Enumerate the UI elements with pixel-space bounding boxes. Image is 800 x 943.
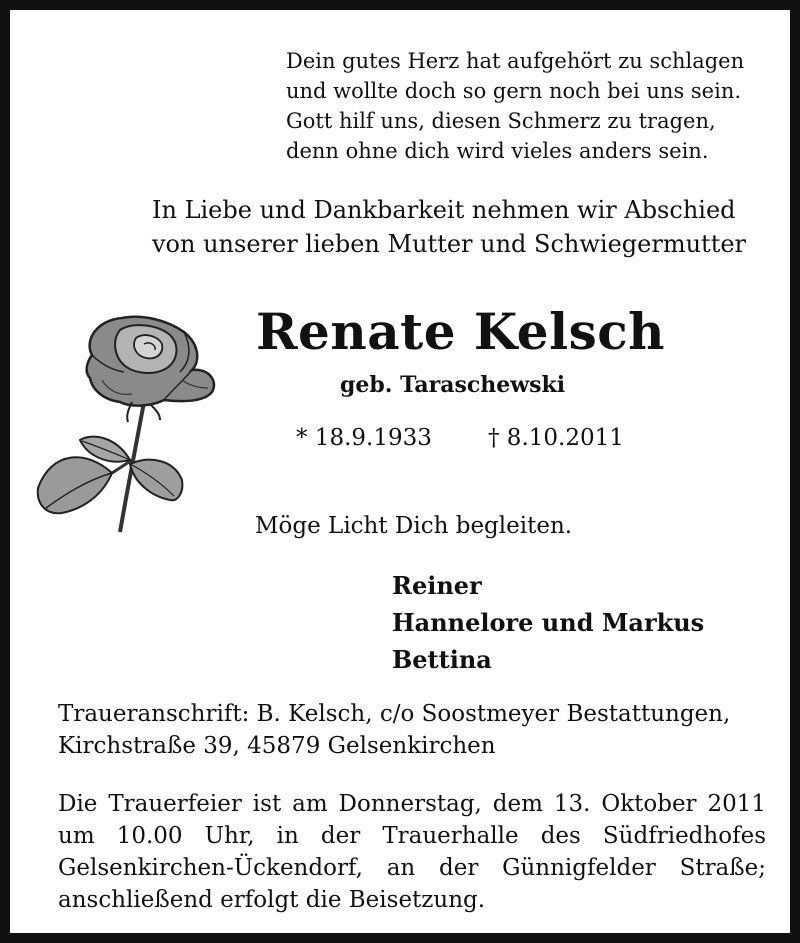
poem-line: und wollte doch so gern noch bei uns sein.	[286, 79, 742, 103]
intro-line: In Liebe und Dankbarkeit nehmen wir Abschied	[152, 196, 736, 224]
death-date: † 8.10.2011	[488, 425, 624, 451]
funeral-service-info	[58, 788, 766, 916]
mourner-name: Hannelore und Markus	[392, 608, 705, 637]
intro-line: von unserer lieben Mutter und Schwiegermutter	[152, 230, 747, 258]
address-line: Kirchstraße 39, 45879 Gelsenkirchen	[58, 733, 496, 759]
poem-line: Gott hilf uns, diesen Schmerz zu tragen,	[286, 109, 716, 133]
mourners-list	[392, 567, 704, 678]
maiden-name: geb. Taraschewski	[340, 372, 566, 398]
poem-line: Dein gutes Herz hat aufgehört zu schlagen	[286, 49, 745, 73]
service-line: um 10.00 Uhr, in der Trauerhalle des Südfriedhofes	[58, 823, 766, 849]
mourning-address	[58, 698, 730, 762]
farewell-wish: Möge Licht Dich begleiten.	[255, 513, 573, 539]
mourner-name: Reiner	[392, 571, 482, 600]
birth-date: * 18.9.1933	[296, 425, 432, 451]
deceased-name: Renate Kelsch	[256, 302, 666, 361]
mourner-name: Bettina	[392, 645, 492, 674]
poem-verse	[286, 46, 744, 166]
address-line: Traueranschrift: B. Kelsch, c/o Soostmeyer Bestattungen,	[58, 701, 731, 727]
service-line: Gelsenkirchen-Ückendorf, an der Günnigfelder Straße;	[58, 855, 766, 881]
farewell-intro	[152, 193, 746, 261]
service-line: Die Trauerfeier ist am Donnerstag, dem 13. Oktober 2011	[58, 791, 766, 817]
rose-icon	[32, 310, 227, 535]
poem-line: denn ohne dich wird vieles anders sein.	[286, 139, 709, 163]
service-line: anschließend erfolgt die Beisetzung.	[58, 887, 486, 913]
